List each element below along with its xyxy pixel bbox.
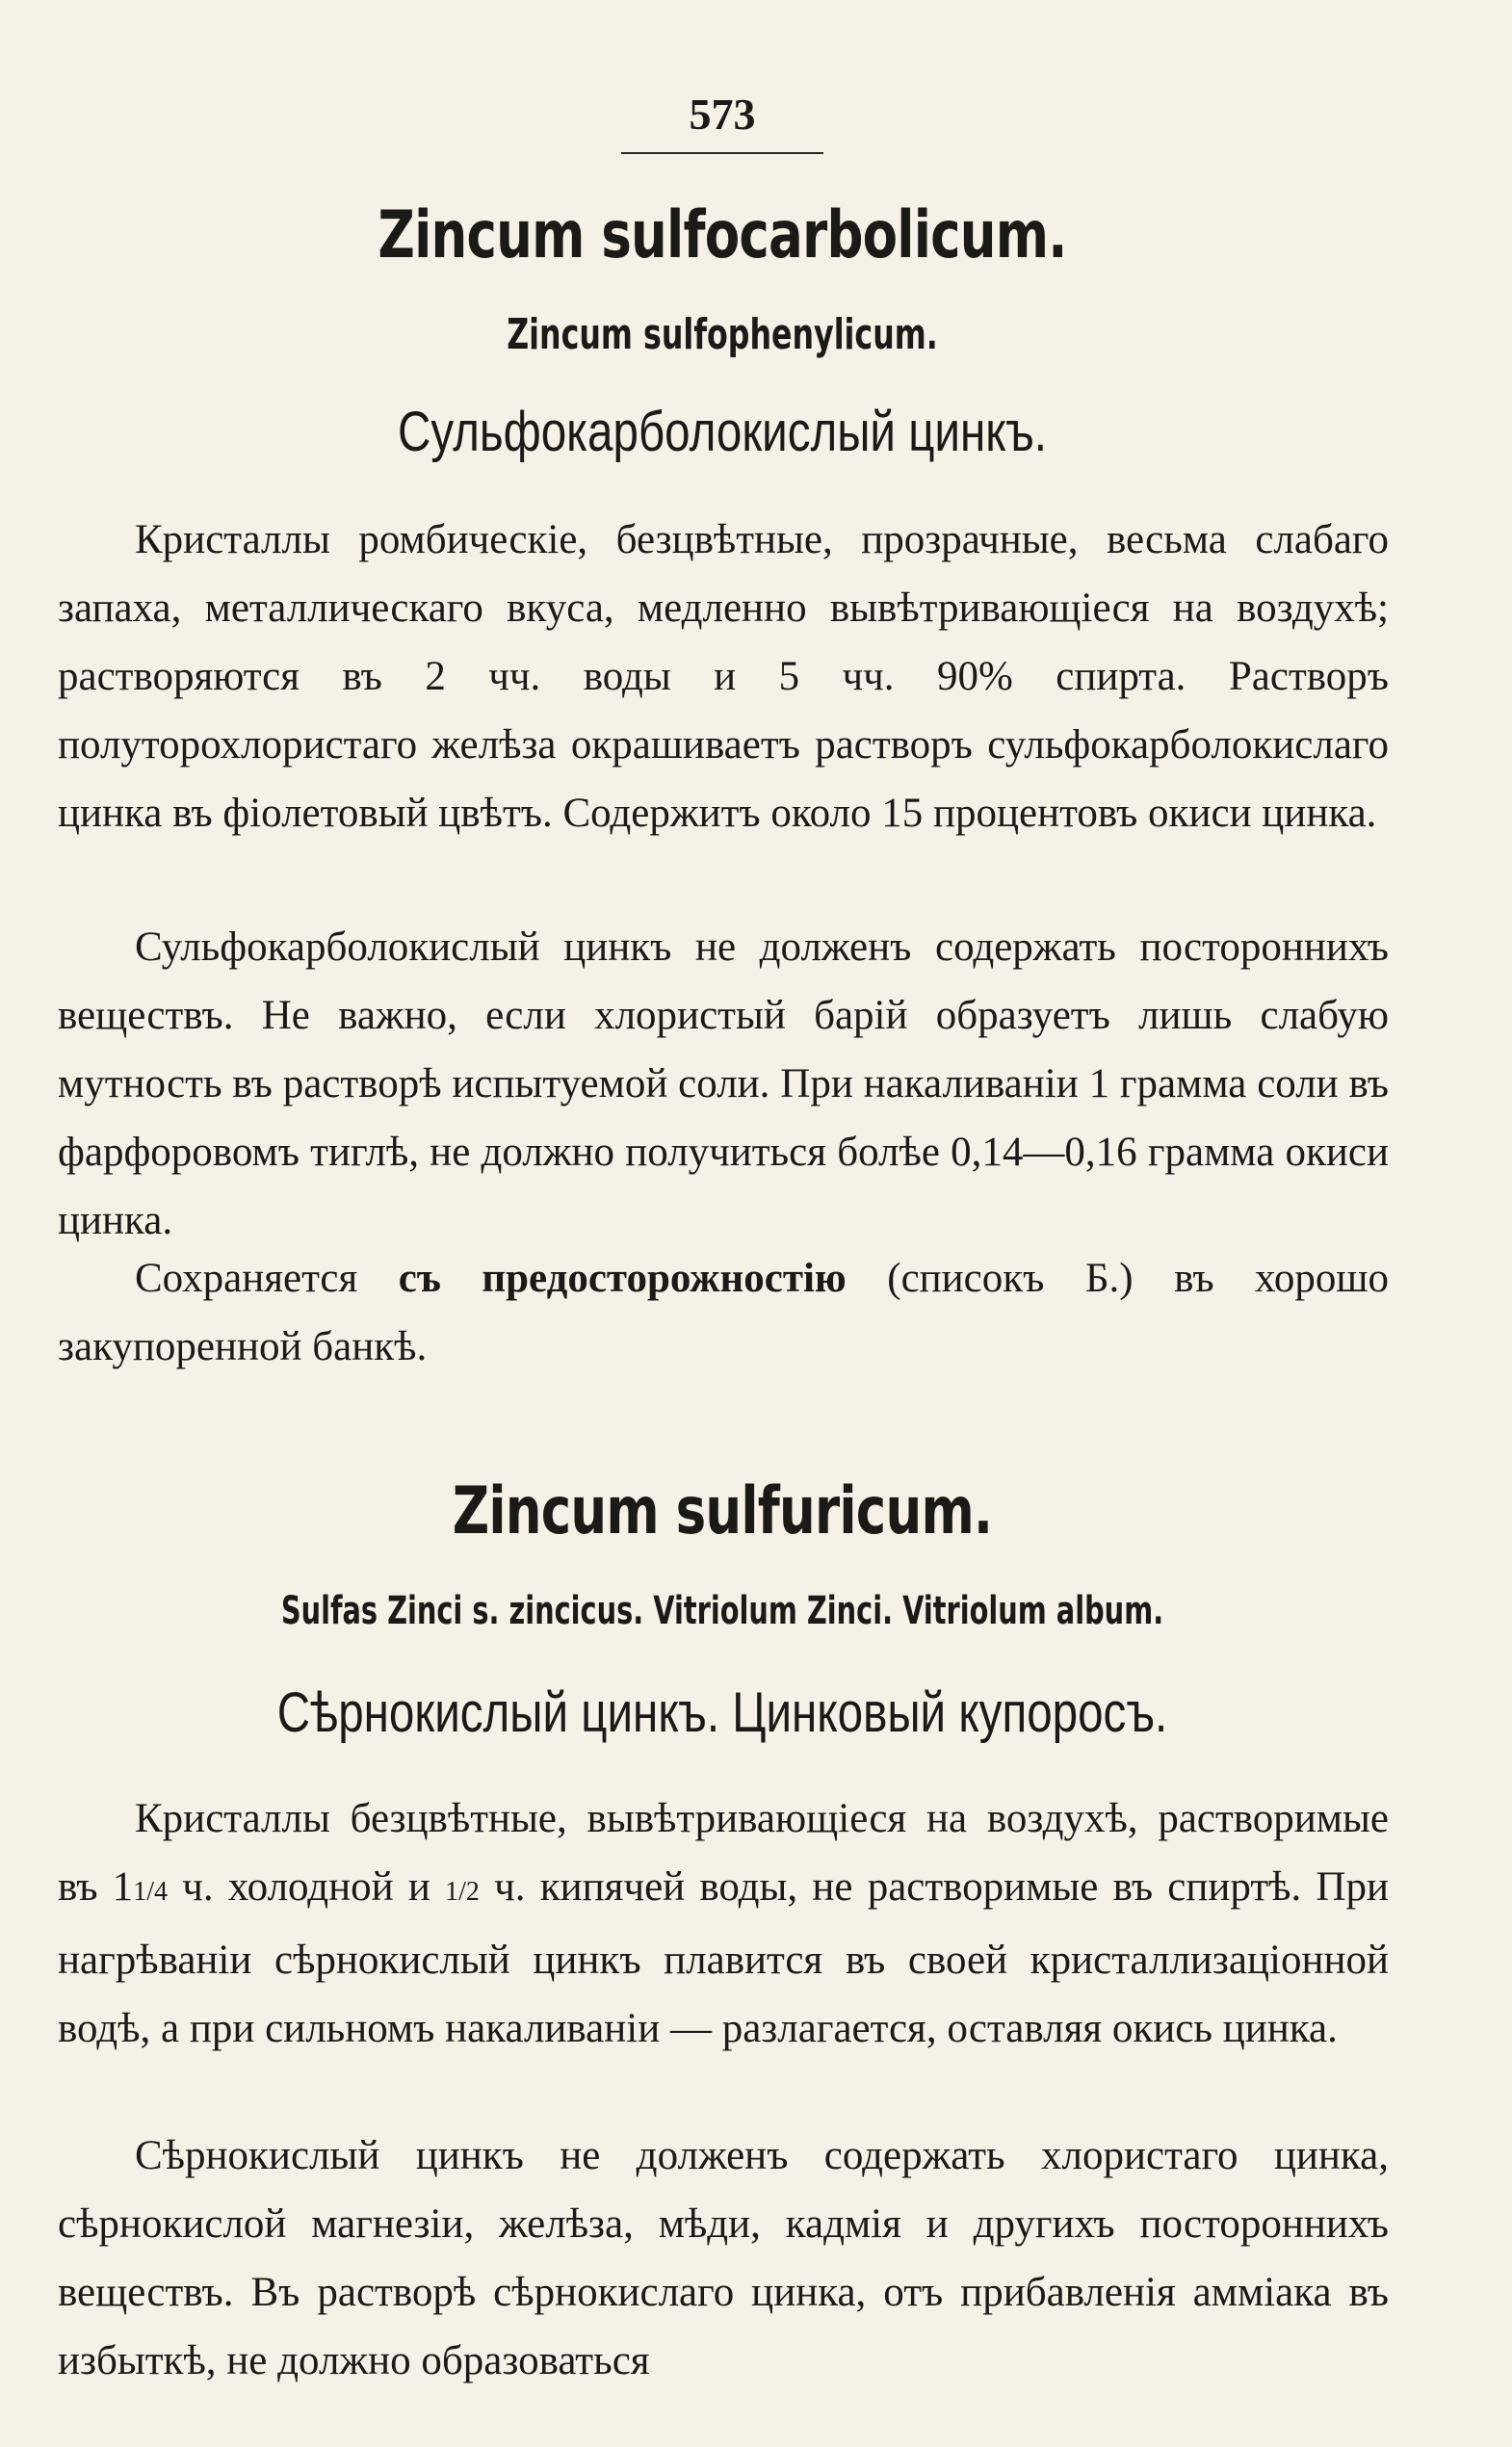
section1-paragraph-1: Кристаллы ромбическіе, безцвѣтные, прозрачные, весьма слабаго запаха, металлическаго вкуса, медленно вывѣтривающіеся на воздухѣ; растворяются въ 2 чч. воды и 5 чч. 90% спирта. Растворъ полуторохлористаго желѣза окрашиваетъ растворъ сульфокарболокислаго цинка въ фіолетовый цвѣтъ. Содержитъ около 15 процентовъ окиси цинка. xyxy=(58,517,1389,836)
section1-paragraph-3 xyxy=(58,1244,1389,1381)
section2-russian-title: Сѣрнокислый цинкъ. Цинковый купоросъ. xyxy=(276,1681,1168,1744)
section2-paragraph-1 xyxy=(58,1784,1389,2063)
section2-paragraph-1-fraction-1: 1/4 xyxy=(133,1877,168,1907)
section1-paragraph-3-text-a: Сохраняется xyxy=(135,1256,399,1301)
section2-paragraph-2: Сѣрнокислый цинкъ не долженъ содержать хлористаго цинка, сѣрнокислой магнезіи, желѣза, мѣди, кадмія и другихъ постороннихъ веществъ. Въ растворѣ сѣрнокислаго цинка, отъ прибавленія амміака въ избыткѣ, не должно образоваться xyxy=(58,2133,1389,2383)
section2-paragraph-1-text-b: ч. холодной и xyxy=(167,1864,446,1910)
section2-paragraph-1-text-c: ч. кипячей воды, не растворимые въ спиртѣ. При нагрѣваніи сѣрнокислый цинкъ плавится въ своей кристаллизаціонной водѣ, а при сильномъ накаливаніи — разлагается, оставляя окись цинка. xyxy=(58,1864,1389,2051)
section1-paragraph-3-text-b: (списокъ Б.) въ хорошо закупоренной банкѣ. xyxy=(58,1256,1389,1369)
section2-latin-title: Zincum sulfuricum. xyxy=(452,1473,993,1549)
section1-paragraph-3-bold: съ предосторожностію xyxy=(398,1256,847,1301)
section1-paragraph-2: Сульфокарболокислый цинкъ не долженъ содержать постороннихъ веществъ. Не важно, если хлористый барій образуетъ лишь слабую мутность въ растворѣ испытуемой соли. При накаливаніи 1 грамма соли въ фарфоровомъ тиглѣ, не должно получиться болѣе 0,14—0,16 грамма окиси цинка. xyxy=(58,924,1389,1243)
section1-latin-subtitle: Zincum sulfophenylicum. xyxy=(507,310,938,359)
section2-paragraph-1-text-a: Кристаллы безцвѣтные, вывѣтривающіеся на воздухѣ, растворимые въ 1 xyxy=(58,1796,1389,1910)
section2-latin-subtitle: Sulfas Zinci s. zincicus. Vitriolum Zinci. Vitriolum album. xyxy=(280,1589,1164,1633)
page-number-rule xyxy=(621,152,823,154)
section1-russian-title: Сульфокарболокислый цинкъ. xyxy=(397,401,1048,463)
section2-paragraph-1-fraction-2: 1/2 xyxy=(445,1877,480,1907)
section1-latin-title: Zincum sulfocarbolicum. xyxy=(378,197,1067,273)
page-number: 573 xyxy=(689,90,756,139)
